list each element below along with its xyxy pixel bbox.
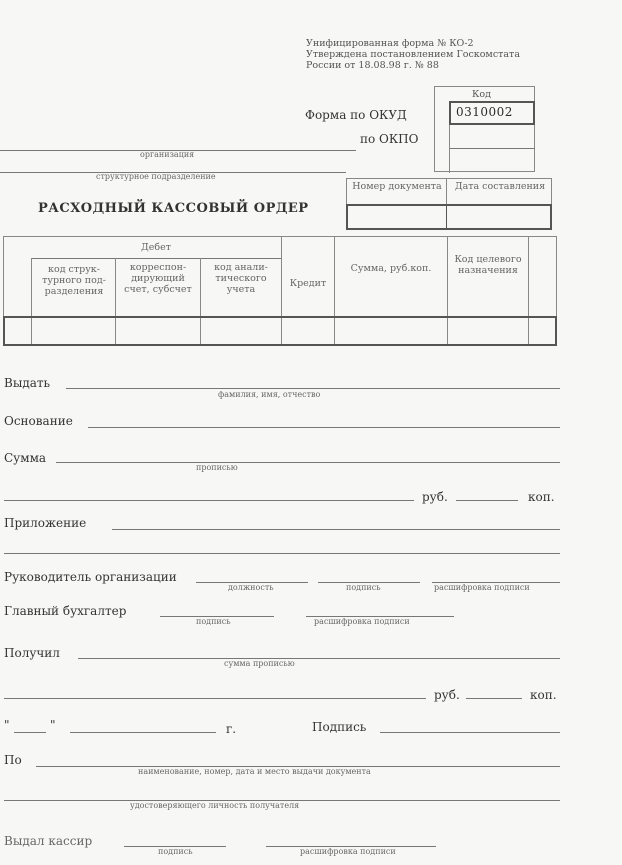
issue-line[interactable] <box>66 388 560 389</box>
attachment-label: Приложение <box>4 516 87 530</box>
received-kop-line[interactable] <box>466 698 522 699</box>
received-line[interactable] <box>78 658 560 659</box>
form-header-line3: России от 18.08.98 г. № 88 <box>306 60 439 71</box>
department-caption: структурное подразделение <box>96 172 216 181</box>
accountant-label: Главный бухгалтер <box>4 604 127 618</box>
received-line-2[interactable] <box>4 698 426 699</box>
col-structural-unit: код струк-турного под-разделения <box>42 264 106 297</box>
date-close-quote: " <box>50 718 56 732</box>
received-label: Получил <box>4 646 60 660</box>
date-day-line[interactable] <box>14 732 46 733</box>
doc-number-date-input-row[interactable] <box>346 204 552 230</box>
amount-line[interactable] <box>56 462 560 463</box>
kop-label: коп. <box>528 490 555 504</box>
okpo-label: по ОКПО <box>360 132 419 146</box>
signature-label: Подпись <box>312 720 367 734</box>
director-decode-caption: расшифровка подписи <box>434 583 530 592</box>
doc-number-header: Номер документа <box>352 181 442 192</box>
amount-line-2[interactable] <box>4 500 414 501</box>
cashier-signature-caption: подпись <box>158 847 193 856</box>
amount-caption: прописью <box>196 463 238 472</box>
debit-header: Дебет <box>141 242 171 253</box>
col-analytic-code: код анали-тического учета <box>214 262 268 295</box>
col-credit: Кредит <box>289 278 327 289</box>
issue-label: Выдать <box>4 376 51 390</box>
director-label: Руководитель организации <box>4 570 177 584</box>
organization-caption: организация <box>140 150 195 159</box>
attachment-line[interactable] <box>112 529 560 530</box>
code-header: Код <box>472 89 491 100</box>
received-rub-label: руб. <box>434 688 460 702</box>
received-caption: сумма прописью <box>224 659 295 668</box>
document-caption: наименование, номер, дата и место выдачи документа <box>138 767 371 776</box>
basis-label: Основание <box>4 414 73 428</box>
okud-label: Форма по ОКУД <box>305 108 407 122</box>
issue-caption: фамилия, имя, отчество <box>218 390 321 399</box>
identity-caption: удостоверяющего личность получателя <box>130 801 300 810</box>
year-label: г. <box>226 722 237 736</box>
date-open-quote: " <box>4 718 10 732</box>
director-signature-caption: подпись <box>346 583 381 592</box>
date-month-line[interactable] <box>70 732 216 733</box>
cashier-decode-caption: расшифровка подписи <box>300 847 396 856</box>
col-sum: Сумма, руб.коп. <box>350 263 432 274</box>
cashier-label: Выдал кассир <box>4 834 93 848</box>
director-position-caption: должность <box>228 583 274 592</box>
attachment-line-2[interactable] <box>4 553 560 554</box>
col-corresponding-account: корреспон-дирующий счет, субсчет <box>124 262 192 295</box>
col-purpose-code: Код целевого назначения <box>454 254 522 276</box>
received-kop-label: коп. <box>530 688 557 702</box>
document-title: РАСХОДНЫЙ КАССОВЫЙ ОРДЕР <box>38 201 309 216</box>
doc-date-header: Дата составления <box>454 181 546 192</box>
form-header-line1: Унифицированная форма № КО-2 <box>306 38 474 49</box>
signature-line[interactable] <box>380 732 560 733</box>
accountant-decode-caption: расшифровка подписи <box>314 617 410 626</box>
basis-line[interactable] <box>88 427 560 428</box>
form-header-line2: Утверждена постановлением Госкомстата <box>306 49 520 60</box>
accounting-input-row[interactable] <box>3 316 557 346</box>
rub-label: руб. <box>422 490 448 504</box>
kop-line[interactable] <box>456 500 518 501</box>
okud-value: 0310002 <box>456 105 513 119</box>
accountant-signature-caption: подпись <box>196 617 231 626</box>
by-label: По <box>4 753 22 767</box>
amount-label: Сумма <box>4 451 47 465</box>
